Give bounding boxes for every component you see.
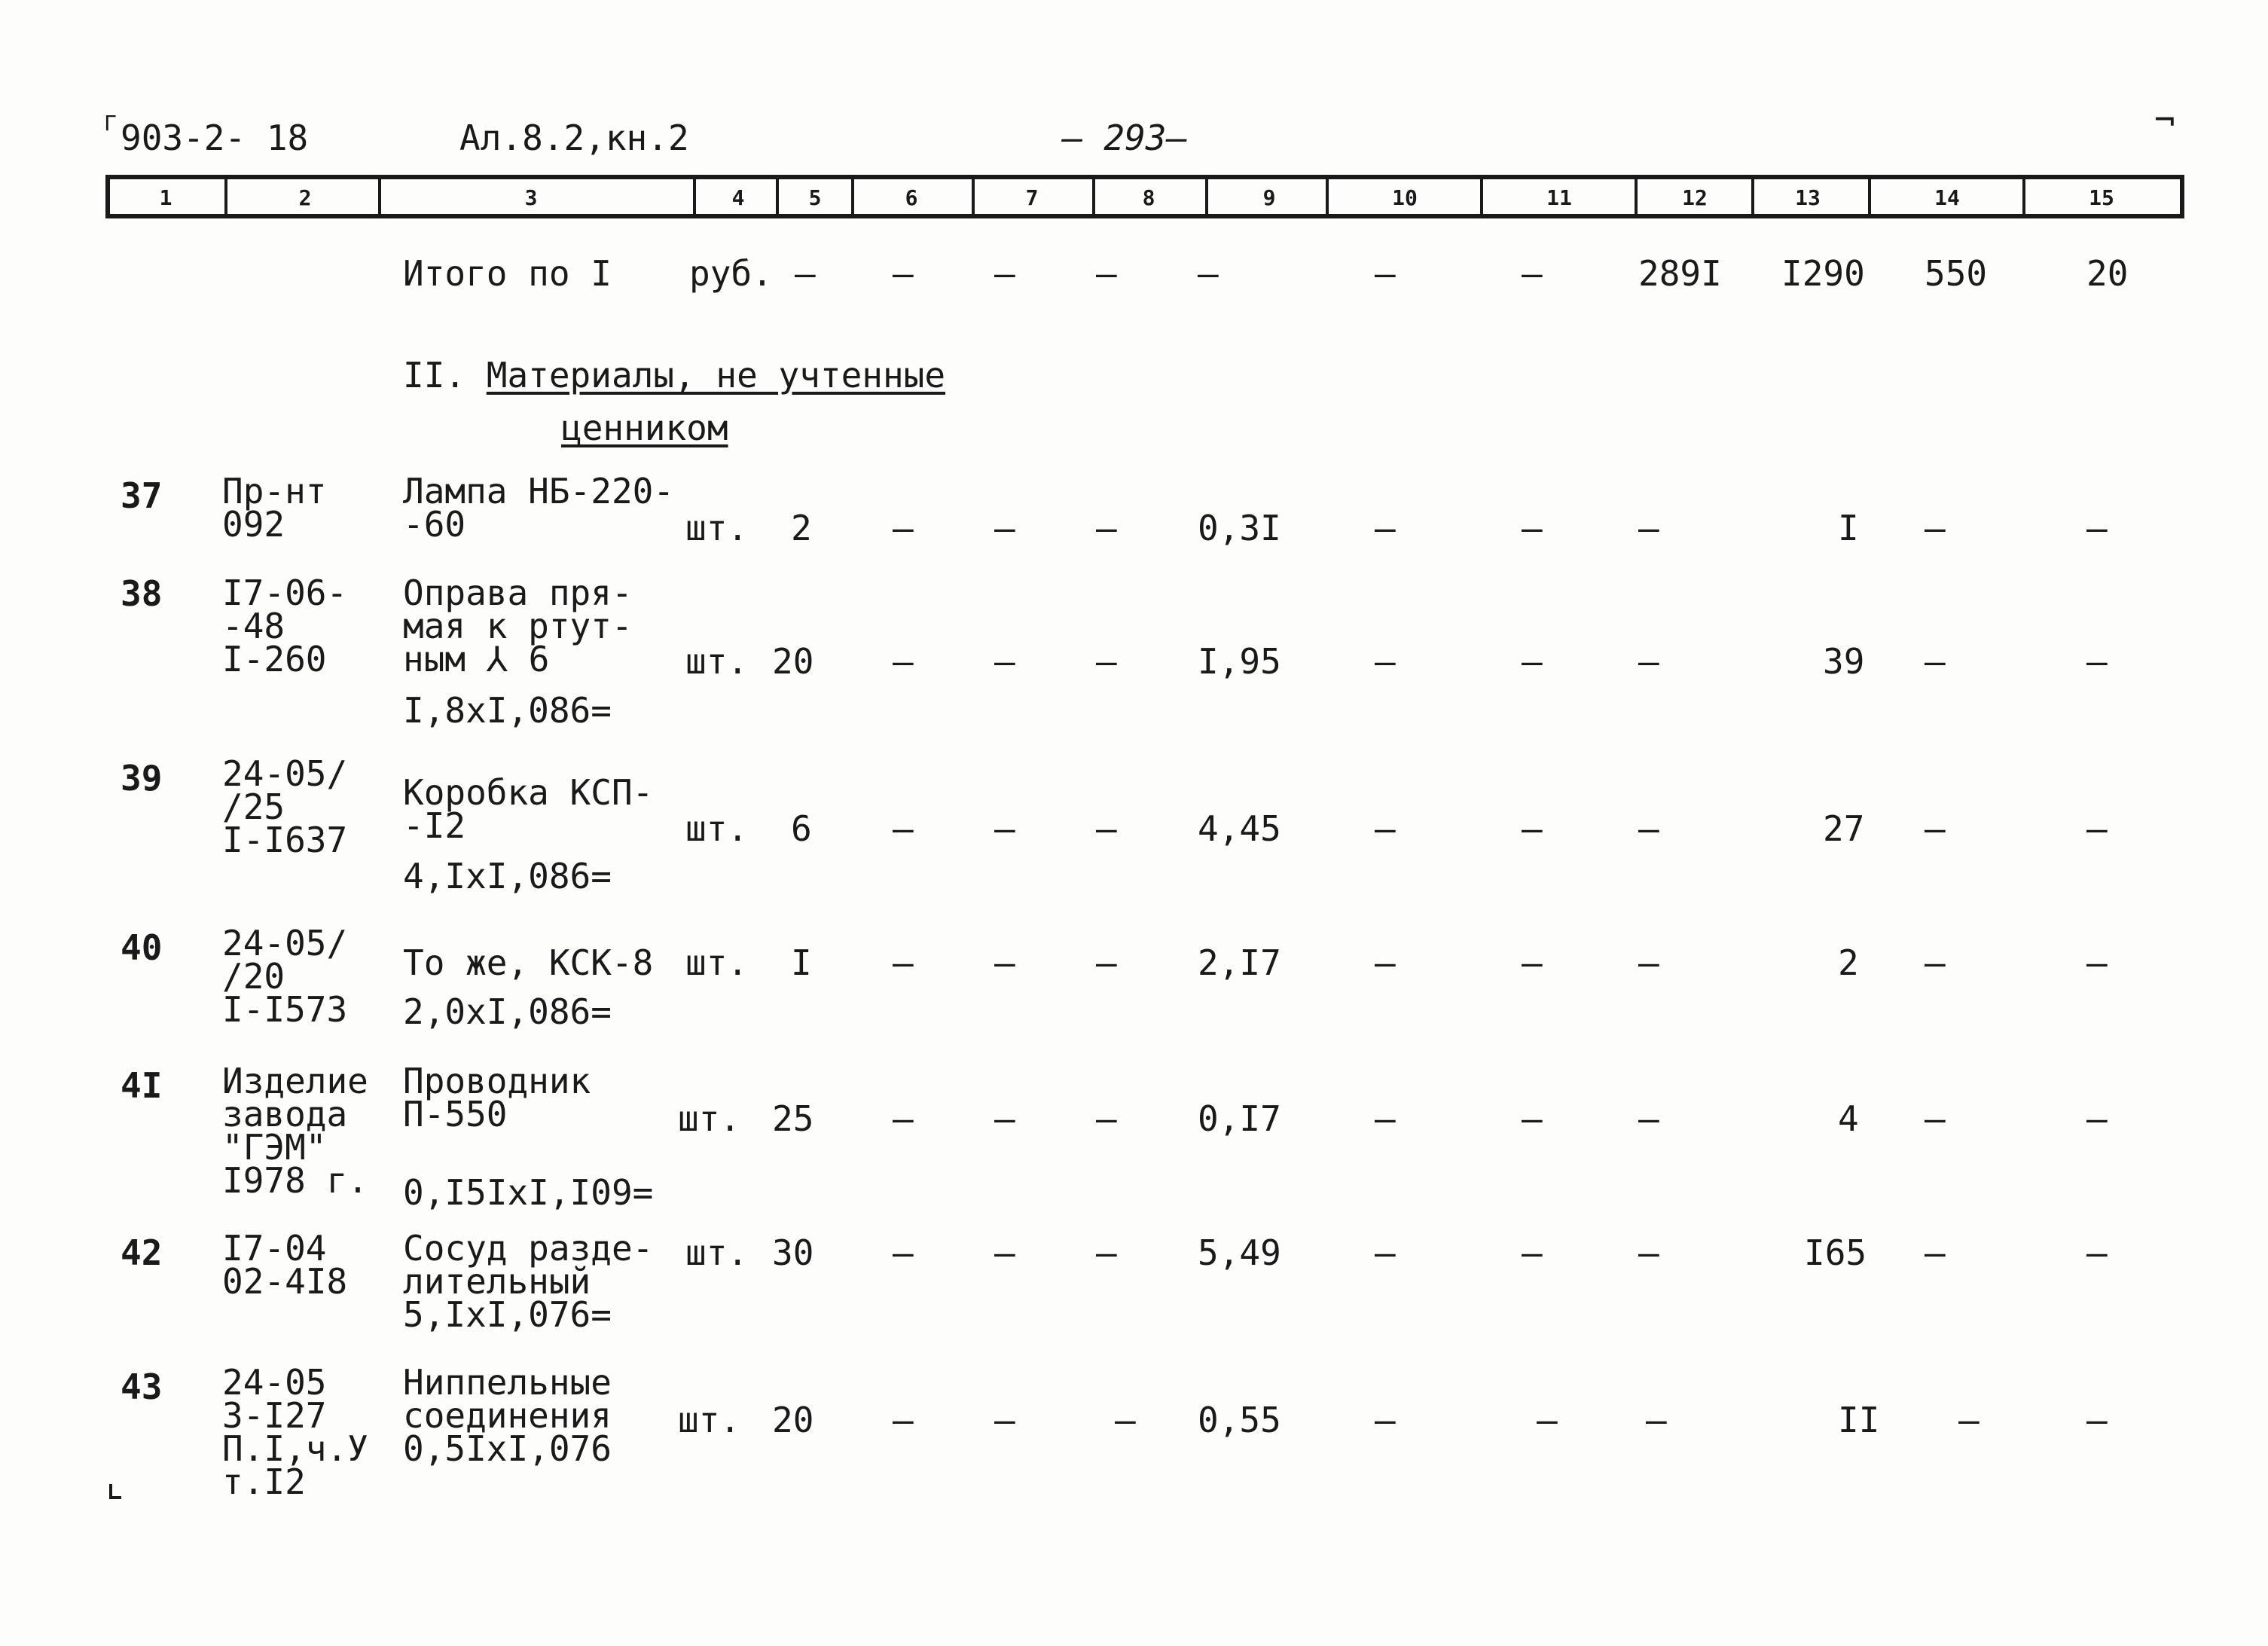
row-number: 37 <box>121 475 163 516</box>
total-c8: – <box>1096 253 1117 294</box>
row-price: I,95 <box>1198 641 1281 682</box>
row-number: 42 <box>121 1232 163 1273</box>
row-c10: – <box>1375 942 1396 983</box>
row-c8: – <box>1096 808 1117 849</box>
col-divider <box>224 175 227 218</box>
row-unit: шт. <box>685 942 749 983</box>
row-c15: – <box>2086 808 2108 849</box>
row-c10: – <box>1375 641 1396 682</box>
row-unit: шт. <box>685 641 749 682</box>
row-c7: – <box>994 942 1015 983</box>
row-c12: – <box>1638 1098 1659 1139</box>
row-qty: 30 <box>772 1232 814 1273</box>
doc-code: 903-2- 18 <box>121 118 309 158</box>
row-code: I7-04 02-4I8 <box>222 1228 348 1302</box>
row-c11: – <box>1522 641 1543 682</box>
row-c7: – <box>994 1232 1015 1273</box>
column-number: 6 <box>905 185 918 210</box>
row-name: Оправа пря- мая к ртут- ным ⅄ 6 <box>403 573 633 679</box>
row-number: 4I <box>121 1065 163 1106</box>
row-qty: 20 <box>772 641 814 682</box>
row-c6: – <box>893 641 914 682</box>
row-c11: – <box>1522 808 1543 849</box>
row-number: 43 <box>121 1367 163 1407</box>
corner-mark-bottom-left <box>109 1484 121 1499</box>
total-c5: – <box>795 253 816 294</box>
row-code: I7-06- -48 I-260 <box>222 573 348 679</box>
row-c15: – <box>2086 641 2108 682</box>
row-name: Ниппельные соединения 0,5IxI,076 <box>403 1362 612 1469</box>
row-unit: шт. <box>685 508 749 548</box>
row-c7: – <box>994 508 1015 548</box>
col-divider <box>1635 175 1638 218</box>
album-ref: Ал.8.2,кн.2 <box>459 118 689 158</box>
column-number: 4 <box>731 185 745 210</box>
row-qty: 20 <box>772 1400 814 1440</box>
row-c14: – <box>1925 641 1946 682</box>
row-c14: – <box>1925 808 1946 849</box>
row-c6: – <box>893 1232 914 1273</box>
row-c10: – <box>1375 508 1396 548</box>
row-price: 4,45 <box>1198 808 1281 849</box>
row-c14: – <box>1925 508 1946 548</box>
row-c8: – <box>1096 1098 1117 1139</box>
row-calc: 0,I5IxI,I09= <box>403 1172 654 1213</box>
column-number: 12 <box>1682 185 1708 210</box>
row-c15: – <box>2086 1400 2108 1440</box>
row-c7: – <box>994 641 1015 682</box>
row-calc: I,8xI,086= <box>403 690 612 731</box>
column-number: 9 <box>1262 185 1276 210</box>
row-c15: – <box>2086 1098 2108 1139</box>
row-number: 38 <box>121 573 163 614</box>
row-c6: – <box>893 1098 914 1139</box>
row-total: I65 <box>1804 1232 1867 1273</box>
col-divider <box>972 175 975 218</box>
row-total: II <box>1838 1400 1880 1440</box>
row-calc: 4,IxI,086= <box>403 856 612 896</box>
row-name: То же, КСК-8 <box>403 942 654 983</box>
row-c12: – <box>1638 942 1659 983</box>
row-name: Сосуд разде- лительный 5,IxI,076= <box>403 1228 654 1335</box>
row-c10: – <box>1375 1400 1396 1440</box>
row-c6: – <box>893 1400 914 1440</box>
row-c14: – <box>1958 1400 1980 1440</box>
col-divider <box>1092 175 1095 218</box>
row-total: I <box>1838 508 1859 548</box>
row-c6: – <box>893 942 914 983</box>
row-name: Лампа НБ-220- -60 <box>403 471 675 545</box>
row-code: 24-05/ /25 I-I637 <box>222 753 348 860</box>
row-unit: шт. <box>685 808 749 849</box>
col-divider <box>2022 175 2025 218</box>
row-c11: – <box>1522 1232 1543 1273</box>
row-code: 24-05 3-I27 П.I,ч.У т.I2 <box>222 1362 368 1502</box>
row-price: 0,3I <box>1198 508 1281 548</box>
corner-mark-top-right: ¬ <box>2154 99 2175 140</box>
col-divider <box>1480 175 1483 218</box>
col-divider <box>1868 175 1871 218</box>
col-divider <box>1205 175 1208 218</box>
col-divider <box>1326 175 1329 218</box>
row-c8: – <box>1096 942 1117 983</box>
row-c10: – <box>1375 1232 1396 1273</box>
column-number: 1 <box>159 185 172 210</box>
row-unit: шт. <box>678 1400 741 1440</box>
row-total: 4 <box>1838 1098 1859 1139</box>
row-c15: – <box>2086 508 2108 548</box>
row-name: Коробка КСП- -I2 <box>403 772 654 846</box>
row-unit: шт. <box>685 1232 749 1273</box>
total-c7: – <box>994 253 1015 294</box>
page-number: — 293— <box>1062 118 1188 158</box>
row-c11: – <box>1537 1400 1558 1440</box>
row-name: Проводник П-550 <box>403 1061 591 1134</box>
row-c7: – <box>994 1400 1015 1440</box>
row-qty: I <box>791 942 812 983</box>
section-title: Материалы, не учтенные <box>486 355 946 395</box>
section-number: II. <box>403 355 487 395</box>
section-heading <box>403 355 946 395</box>
row-c8: – <box>1096 1232 1117 1273</box>
total-c6: – <box>893 253 914 294</box>
row-price: 5,49 <box>1198 1232 1281 1273</box>
row-c11: – <box>1522 1098 1543 1139</box>
row-c6: – <box>893 508 914 548</box>
row-c8: – <box>1096 641 1117 682</box>
row-number: 40 <box>121 927 163 968</box>
row-code: Пр-нт 092 <box>222 471 327 545</box>
total-c11: – <box>1522 253 1543 294</box>
total-c12: 289I <box>1638 253 1722 294</box>
row-code: 24-05/ /20 I-I573 <box>222 923 348 1030</box>
row-c12: – <box>1638 508 1659 548</box>
column-number: 14 <box>1934 185 1960 210</box>
row-c12: – <box>1638 641 1659 682</box>
row-c11: – <box>1522 942 1543 983</box>
total-c14: 550 <box>1925 253 1988 294</box>
row-c12: – <box>1638 808 1659 849</box>
row-c7: – <box>994 808 1015 849</box>
row-c11: – <box>1522 508 1543 548</box>
total-c9: – <box>1198 253 1219 294</box>
column-number: 10 <box>1392 185 1418 210</box>
corner-mark-top-left: Г <box>104 111 117 136</box>
column-number: 15 <box>2089 185 2114 210</box>
row-qty: 25 <box>772 1098 814 1139</box>
row-qty: 2 <box>791 508 812 548</box>
row-calc: 2,0xI,086= <box>403 991 612 1032</box>
row-price: 0,55 <box>1198 1400 1281 1440</box>
total-c13: I290 <box>1781 253 1865 294</box>
row-c6: – <box>893 808 914 849</box>
col-divider <box>1751 175 1754 218</box>
total-c15: 20 <box>2086 253 2129 294</box>
row-c10: – <box>1375 808 1396 849</box>
row-c12: – <box>1638 1232 1659 1273</box>
row-c12: – <box>1646 1400 1667 1440</box>
row-c15: – <box>2086 942 2108 983</box>
column-number: 7 <box>1025 185 1039 210</box>
total-label: Итого по I <box>403 253 612 294</box>
row-total: 39 <box>1823 641 1865 682</box>
row-c15: – <box>2086 1232 2108 1273</box>
col-divider <box>851 175 854 218</box>
row-price: 2,I7 <box>1198 942 1281 983</box>
col-divider <box>693 175 696 218</box>
row-qty: 6 <box>791 808 812 849</box>
row-c8: – <box>1115 1400 1136 1440</box>
row-unit: шт. <box>678 1098 741 1139</box>
total-c10: – <box>1375 253 1396 294</box>
section-title-line2: ценником <box>561 408 728 448</box>
row-total: 27 <box>1823 808 1865 849</box>
col-divider <box>776 175 779 218</box>
row-c8: – <box>1096 508 1117 548</box>
row-number: 39 <box>121 758 163 799</box>
row-c10: – <box>1375 1098 1396 1139</box>
row-total: 2 <box>1838 942 1859 983</box>
row-c14: – <box>1925 942 1946 983</box>
column-number: 2 <box>298 185 312 210</box>
col-divider <box>378 175 381 218</box>
row-c7: – <box>994 1098 1015 1139</box>
column-number: 11 <box>1546 185 1572 210</box>
row-c14: – <box>1925 1232 1946 1273</box>
column-number: 13 <box>1795 185 1821 210</box>
row-code: Изделие завода "ГЭМ" I978 г. <box>222 1061 368 1201</box>
total-unit: руб. <box>689 253 773 294</box>
column-number: 5 <box>808 185 822 210</box>
row-c14: – <box>1925 1098 1946 1139</box>
column-number: 8 <box>1142 185 1155 210</box>
column-number: 3 <box>524 185 538 210</box>
row-price: 0,I7 <box>1198 1098 1281 1139</box>
